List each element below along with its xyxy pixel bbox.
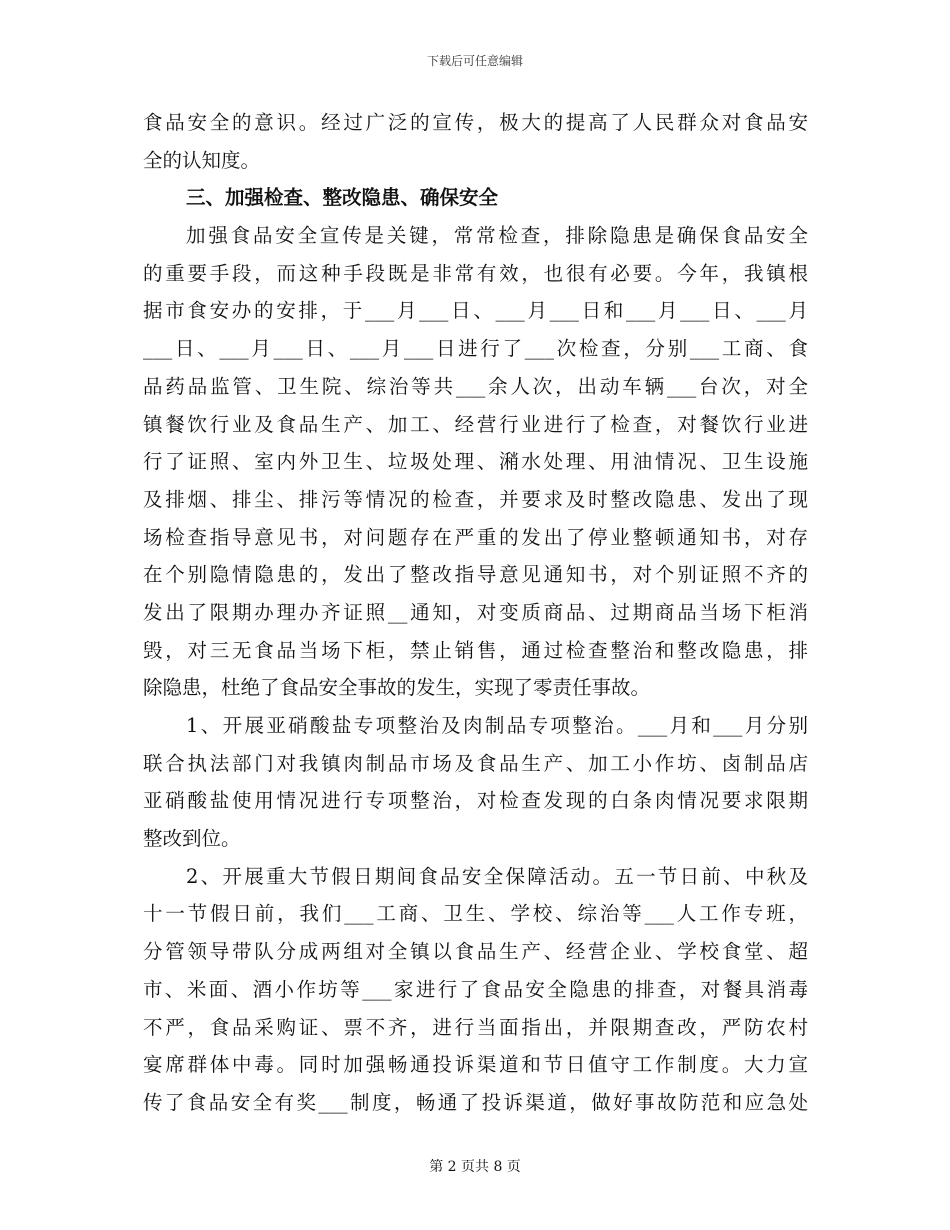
text-line: 全的认知度。 [143, 148, 261, 172]
text-line: 十一节假日前，我们___工商、卫生、学校、综治等___人工作专班， [143, 902, 808, 926]
text-line: 1、开展亚硝酸盐专项整治及肉制品专项整治。___月和___月分别 [186, 714, 808, 737]
text-line: 不严，食品采购证、票不齐，进行当面指出，并限期查改，严防农村 [143, 1015, 808, 1039]
text-line: 食品安全的意识。经过广泛的宣传，极大的提高了人民群众对食品安 [143, 111, 808, 134]
text-line: 除隐患，杜绝了食品安全事故的发生，实现了零责任事故。 [143, 676, 651, 700]
document-body [143, 104, 808, 1122]
page-header: 下载后可任意编辑 [426, 54, 523, 68]
section-heading: 三、加强检查、整改隐患、确保安全 [186, 186, 499, 210]
text-line: 传了食品安全有奖___制度，畅通了投诉渠道，做好事故防范和应急处 [143, 1090, 808, 1114]
text-line: 联合执法部门对我镇肉制品市场及食品生产、加工小作坊、卤制品店 [143, 751, 808, 775]
text-line: 场检查指导意见书，对问题存在严重的发出了停业整顿通知书，对存 [143, 525, 808, 549]
text-line: 的重要手段，而这种手段既是非常有效，也很有必要。今年，我镇根 [143, 261, 808, 285]
text-line: 分管领导带队分成两组对全镇以食品生产、经营企业、学校食堂、超 [143, 940, 808, 964]
text-line: 亚硝酸盐使用情况进行专项整治，对检查发现的白条肉情况要求限期 [143, 789, 808, 813]
page-footer: 第 2 页共 8 页 [429, 1159, 521, 1175]
text-line: 2、开展重大节假日期间食品安全保障活动。五一节日前、中秋及 [186, 864, 808, 888]
text-line: ___日、___月___日、___月___日进行了___次检查，分别___工商、食 [143, 337, 808, 361]
text-line: 在个别隐情隐患的，发出了整改指导意见通知书，对个别证照不齐的 [143, 563, 808, 587]
text-line: 发出了限期办理办齐证照__通知，对变质商品、过期商品当场下柜消 [143, 600, 808, 624]
text-line: 毁，对三无食品当场下柜，禁止销售，通过检查整治和整改隐患，排 [143, 638, 808, 662]
text-line: 品药品监管、卫生院、综治等共___余人次，出动车辆___台次，对全 [143, 374, 808, 398]
text-line: 据市食安办的安排，于___月___日、___月___日和___月___日、___月 [143, 299, 808, 323]
text-line: 镇餐饮行业及食品生产、加工、经营行业进行了检查，对餐饮行业进 [143, 412, 808, 436]
text-line: 宴席群体中毒。同时加强畅通投诉渠道和节日值守工作制度。大力宣 [143, 1053, 808, 1077]
text-line: 行了证照、室内外卫生、垃圾处理、潲水处理、用油情况、卫生设施 [143, 450, 808, 474]
text-line: 加强食品安全宣传是关键，常常检查，排除隐患是确保食品安全 [186, 224, 808, 248]
text-line: 及排烟、排尘、排污等情况的检查，并要求及时整改隐患、发出了现 [143, 487, 808, 511]
text-line: 市、米面、酒小作坊等___家进行了食品安全隐患的排查，对餐具消毒 [143, 977, 808, 1001]
text-line: 整改到位。 [143, 827, 241, 851]
